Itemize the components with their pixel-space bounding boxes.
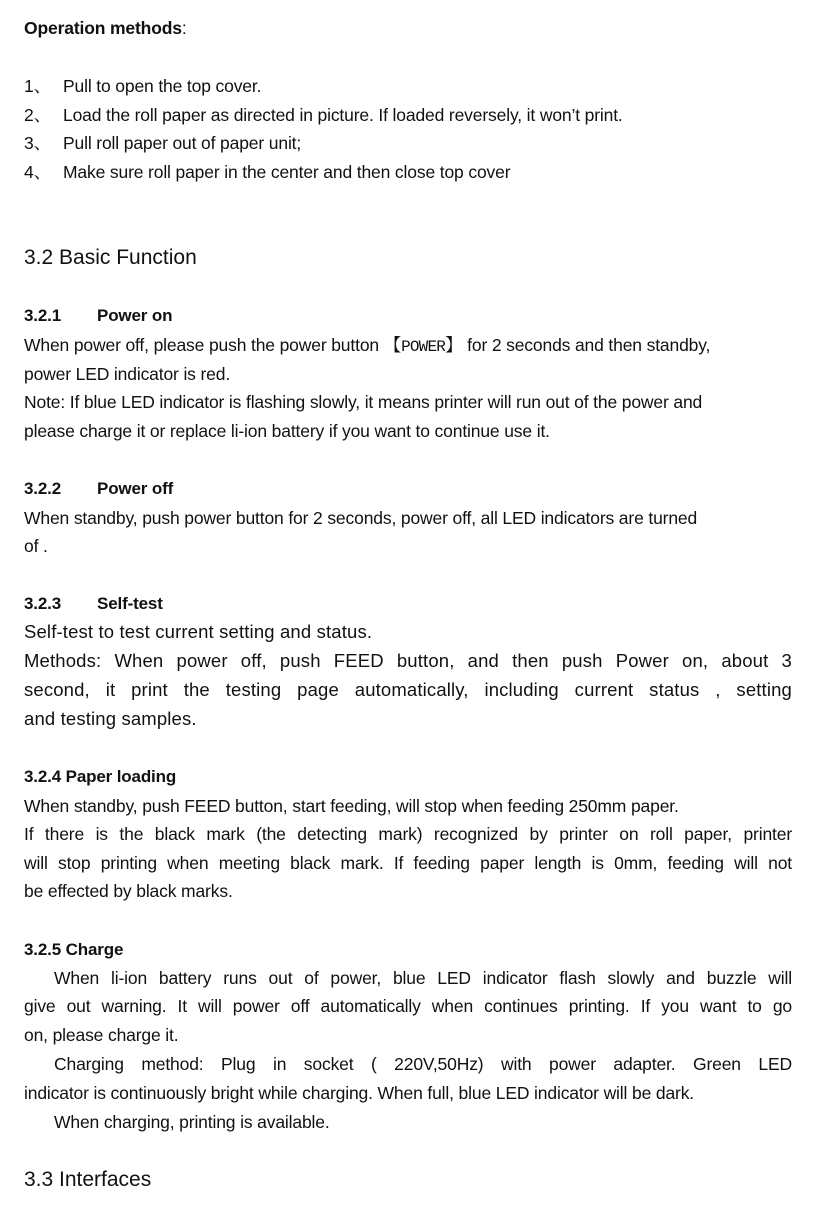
- paragraph-line: will stop printing when meeting black mark. If feeding paper length is 0mm, feeding will not: [24, 853, 792, 873]
- subsection-title: Power off: [97, 479, 174, 498]
- subsection-heading-power-on: [24, 305, 172, 327]
- subsection-heading-charge: 3.2.5 Charge: [24, 940, 124, 959]
- paragraph-line: on, please charge it.: [24, 1025, 179, 1045]
- list-item: [24, 132, 301, 154]
- paragraph-line: be effected by black marks.: [24, 881, 233, 901]
- text-span: When power off, please push the power button: [24, 335, 384, 355]
- paragraph-line: When standby, push power button for 2 seconds, power off, all LED indicators are turned: [24, 508, 698, 528]
- list-item-text: Load the roll paper as directed in picture. If loaded reversely, it won’t print.: [63, 105, 623, 125]
- paragraph-line: please charge it or replace li-ion battery if you want to continue use it.: [24, 421, 550, 441]
- list-item-text: Pull to open the top cover.: [63, 76, 262, 96]
- list-item-index: 1、: [24, 76, 51, 96]
- paragraph-line: Self-test to test current setting and status.: [24, 621, 373, 642]
- subsection-heading-self-test: [24, 593, 163, 615]
- operation-methods-heading: [24, 17, 187, 39]
- subsection-title: Power on: [97, 306, 173, 325]
- paragraph-line: When standby, push FEED button, start feeding, will stop when feeding 250mm paper.: [24, 796, 679, 816]
- section-heading-basic-function: 3.2 Basic Function: [24, 246, 197, 269]
- bracket-close: 】: [445, 335, 463, 355]
- paragraph-line: indicator is continuously bright while charging. When full, blue LED indicator will be dark.: [24, 1083, 695, 1103]
- paragraph-line: give out warning. It will power off automatically when continues printing. If you want to go: [24, 996, 792, 1016]
- list-item-index: 4、: [24, 162, 51, 182]
- text-span: for 2 seconds and then standby,: [462, 335, 711, 355]
- operation-methods-title: Operation methods: [24, 18, 182, 38]
- list-item: [24, 161, 510, 183]
- operation-methods-colon: :: [181, 18, 187, 38]
- paragraph-line: power LED indicator is red.: [24, 364, 231, 384]
- paragraph-line: [24, 334, 710, 358]
- paragraph-line: Charging method: Plug in socket ( 220V,50Hz) with power adapter. Green LED: [54, 1054, 792, 1074]
- paragraph-line: Methods: When power off, push FEED button, and then push Power on, about 3: [24, 650, 792, 671]
- paragraph-line: When li-ion battery runs out of power, blue LED indicator flash slowly and buzzle will: [54, 968, 792, 988]
- subsection-number: 3.2.3: [24, 594, 62, 613]
- list-item: [24, 104, 623, 126]
- power-key-label: POWER: [401, 338, 446, 356]
- subsection-number: 3.2.2: [24, 479, 62, 498]
- subsection-title: Self-test: [97, 594, 163, 613]
- list-item: [24, 75, 261, 97]
- section-heading-interfaces: 3.3 Interfaces: [24, 1168, 152, 1191]
- subsection-number: 3.2.1: [24, 306, 62, 325]
- paragraph-line: and testing samples.: [24, 708, 197, 729]
- subsection-heading-paper-loading: 3.2.4 Paper loading: [24, 767, 177, 786]
- list-item-text: Make sure roll paper in the center and then close top cover: [63, 162, 511, 182]
- list-item-index: 3、: [24, 133, 51, 153]
- paragraph-line: second, it print the testing page automatically, including current status , setting: [24, 679, 792, 700]
- list-item-index: 2、: [24, 105, 51, 125]
- bracket-open: 【: [383, 335, 402, 355]
- paragraph-line: Note: If blue LED indicator is flashing slowly, it means printer will run out of the power and: [24, 392, 703, 412]
- paragraph-line: of .: [24, 536, 48, 556]
- paragraph-line: When charging, printing is available.: [54, 1112, 330, 1132]
- list-item-text: Pull roll paper out of paper unit;: [63, 133, 302, 153]
- subsection-heading-power-off: [24, 478, 173, 500]
- paragraph-line: If there is the black mark (the detecting mark) recognized by printer on roll paper, printer: [24, 824, 792, 844]
